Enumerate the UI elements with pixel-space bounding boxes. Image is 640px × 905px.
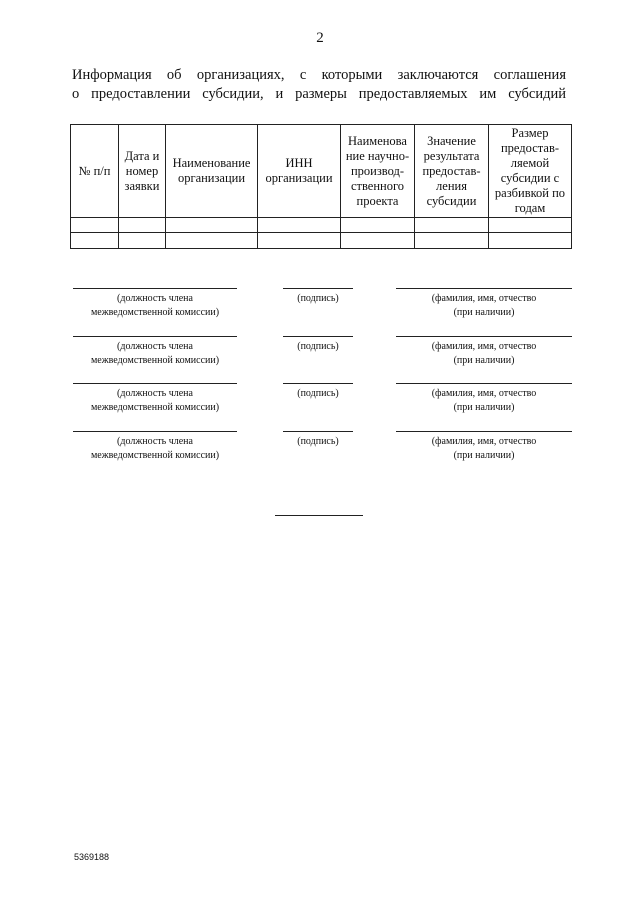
position-line[interactable]	[73, 431, 237, 432]
table-cell[interactable]	[258, 218, 341, 233]
table-cell[interactable]	[166, 233, 258, 249]
header-cell-subsidy-amount: Размер предостав-ляемой субсидии с разбивкой по годам	[489, 125, 572, 218]
table-row	[71, 218, 572, 233]
name-caption: (фамилия, имя, отчество (при наличии)	[431, 436, 537, 461]
header-cell-project-name: Наименова ние научно-производ-ственного проекта	[341, 125, 415, 218]
signature-line[interactable]	[283, 288, 353, 289]
position-caption: (должность члена межведомственной комиссии)	[90, 388, 220, 413]
signature-block	[0, 431, 640, 471]
header-cell-result-value: Значение результата предостав-ления субсидии	[415, 125, 489, 218]
table-cell[interactable]	[119, 233, 166, 249]
position-line[interactable]	[73, 288, 237, 289]
table-cell[interactable]	[489, 233, 572, 249]
name-caption: (фамилия, имя, отчество (при наличии)	[431, 388, 537, 413]
document-heading	[72, 66, 566, 104]
name-line[interactable]	[396, 288, 572, 289]
heading-line-2: о предоставлении субсидии, и размеры предоставляемых им субсидий	[72, 86, 566, 102]
header-cell-inn: ИНН организации	[258, 125, 341, 218]
table-cell[interactable]	[71, 233, 119, 249]
signature-caption: (подпись)	[297, 436, 339, 447]
table-header-row	[71, 125, 572, 218]
organizations-table	[70, 124, 572, 249]
table-cell[interactable]	[258, 233, 341, 249]
position-caption: (должность члена межведомственной комиссии)	[90, 436, 220, 461]
signature-caption: (подпись)	[297, 388, 339, 399]
signature-block	[0, 288, 640, 328]
signature-block	[0, 383, 640, 423]
name-line[interactable]	[396, 431, 572, 432]
table-cell[interactable]	[415, 233, 489, 249]
header-cell-number: № п/п	[71, 125, 119, 218]
page-number: 2	[316, 30, 324, 46]
name-caption: (фамилия, имя, отчество (при наличии)	[431, 341, 537, 366]
table-row	[71, 233, 572, 249]
header-cell-organization-name: Наименование организации	[166, 125, 258, 218]
closing-divider	[275, 515, 363, 516]
signature-line[interactable]	[283, 431, 353, 432]
table-cell[interactable]	[166, 218, 258, 233]
table-cell[interactable]	[71, 218, 119, 233]
signature-caption: (подпись)	[297, 293, 339, 304]
name-line[interactable]	[396, 383, 572, 384]
signature-block	[0, 336, 640, 376]
signature-line[interactable]	[283, 336, 353, 337]
position-caption: (должность члена межведомственной комиссии)	[90, 341, 220, 366]
document-number: 5369188	[74, 852, 110, 862]
table-cell[interactable]	[489, 218, 572, 233]
table-cell[interactable]	[119, 218, 166, 233]
signature-caption: (подпись)	[297, 341, 339, 352]
signature-line[interactable]	[283, 383, 353, 384]
table-cell[interactable]	[341, 233, 415, 249]
heading-line-1: Информация об организациях, с которыми заключаются соглашения	[72, 67, 566, 83]
table-cell[interactable]	[415, 218, 489, 233]
name-caption: (фамилия, имя, отчество (при наличии)	[431, 293, 537, 318]
name-line[interactable]	[396, 336, 572, 337]
position-line[interactable]	[73, 383, 237, 384]
table-cell[interactable]	[341, 218, 415, 233]
position-line[interactable]	[73, 336, 237, 337]
position-caption: (должность члена межведомственной комиссии)	[90, 293, 220, 318]
header-cell-application-date: Дата и номер заявки	[119, 125, 166, 218]
